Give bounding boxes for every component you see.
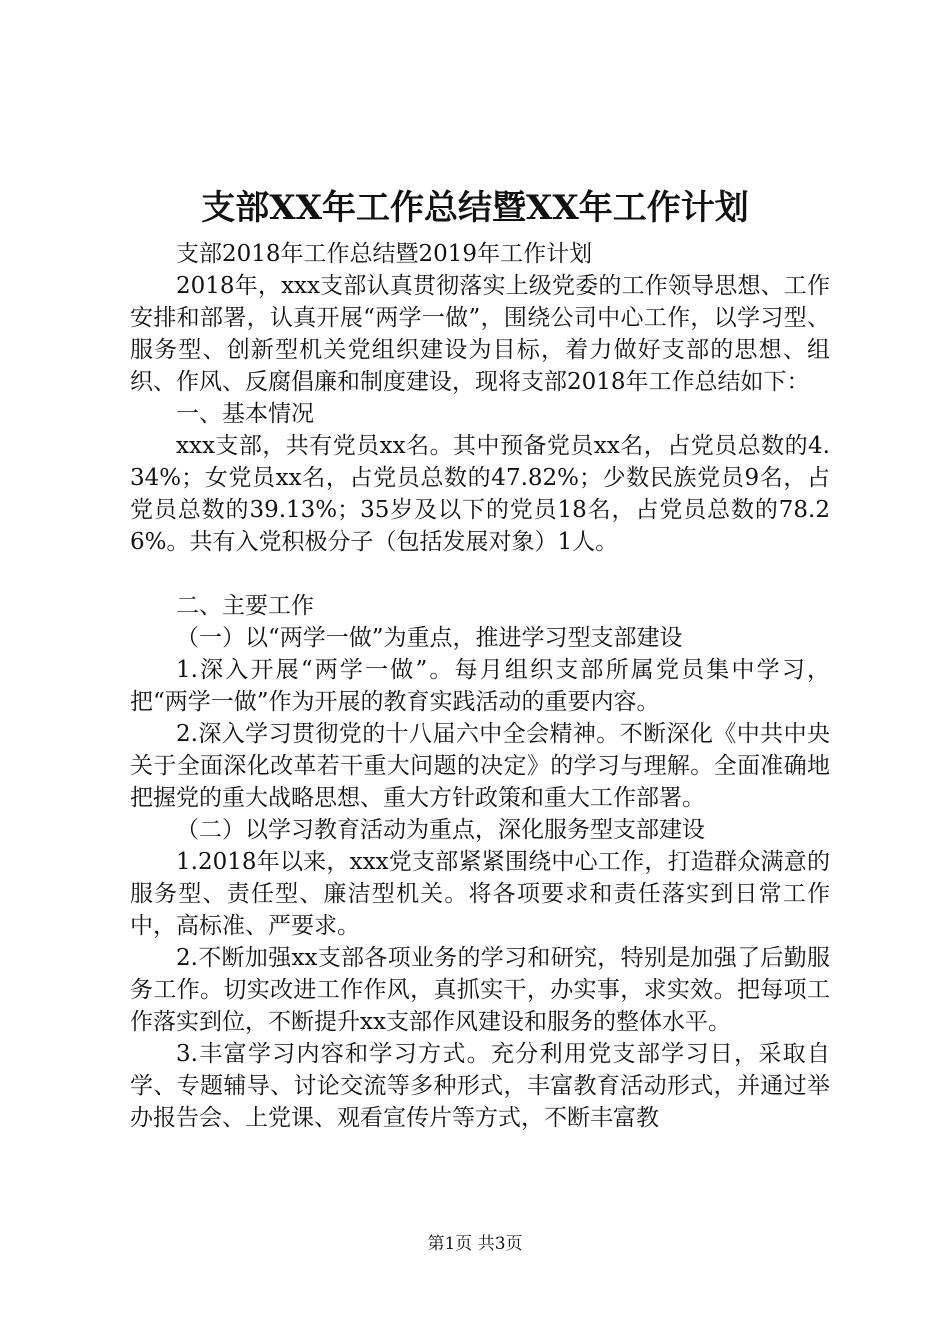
work-item-2-1: 1.2018年以来，xxx党支部紧紧围绕中心工作，打造群众满意的服务型、责任型、廉洁型机关。将各项要求和责任落实到日常工作中，高标准、严要求。 <box>130 849 830 939</box>
section-heading-basic: 一、基本情况 <box>176 401 314 427</box>
subsection-heading-1: （一）以“两学一做”为重点，推进学习型支部建设 <box>176 625 683 651</box>
basic-info-paragraph: xxx支部，共有党员xx名。其中预备党员xx名，占党员总数的4.34%；女党员xx名，占党员总数的47.82%；少数民族党员9名，占党员总数的39.13%；35岁及以下的党员18名，占党员总数的78.26%。共有入党积极分子（包括发展对象）1人。 <box>130 433 830 555</box>
document-title: 支部XX年工作总结暨XX年工作计划 <box>201 188 749 228</box>
work-item-1-1: 1.深入开展“两学一做”。每月组织支部所属党员集中学习，把“两学一做”作为开展的教育实践活动的重要内容。 <box>130 657 830 715</box>
work-item-2-2: 2.不断加强xx支部各项业务的学习和研究，特别是加强了后勤服务工作。切实改进工作作风，真抓实干，办实事，求实效。把每项工作落实到位，不断提升xx支部作风建设和服务的整体水平。 <box>130 945 830 1035</box>
work-item-1-2: 2.深入学习贯彻党的十八届六中全会精神。不断深化《中共中央关于全面深化改革若干重大问题的决定》的学习与理解。全面准确地把握党的重大战略思想、重大方针政策和重大工作部署。 <box>130 721 830 811</box>
page-number-footer: 第1页 共3页 <box>427 1234 523 1254</box>
work-item-2-3: 3.丰富学习内容和学习方式。充分利用党支部学习日，采取自学、专题辅导、讨论交流等多种形式，丰富教育活动形式，并通过举办报告会、上党课、观看宣传片等方式，不断丰富教 <box>130 1041 830 1131</box>
subsection-heading-2: （二）以学习教育活动为重点，深化服务型支部建设 <box>176 817 705 843</box>
document-body <box>130 238 830 1134</box>
subtitle-paragraph: 支部2018年工作总结暨2019年工作计划 <box>176 241 593 267</box>
intro-paragraph: 2018年，xxx支部认真贯彻落实上级党委的工作领导思想、工作安排和部署，认真开展“两学一做”，围绕公司中心工作，以学习型、服务型、创新型机关党组织建设为目标，着力做好支部的思想、组织、作风、反腐倡廉和制度建设，现将支部2018年工作总结如下： <box>130 273 830 395</box>
section-heading-main-work: 二、主要工作 <box>176 593 314 619</box>
